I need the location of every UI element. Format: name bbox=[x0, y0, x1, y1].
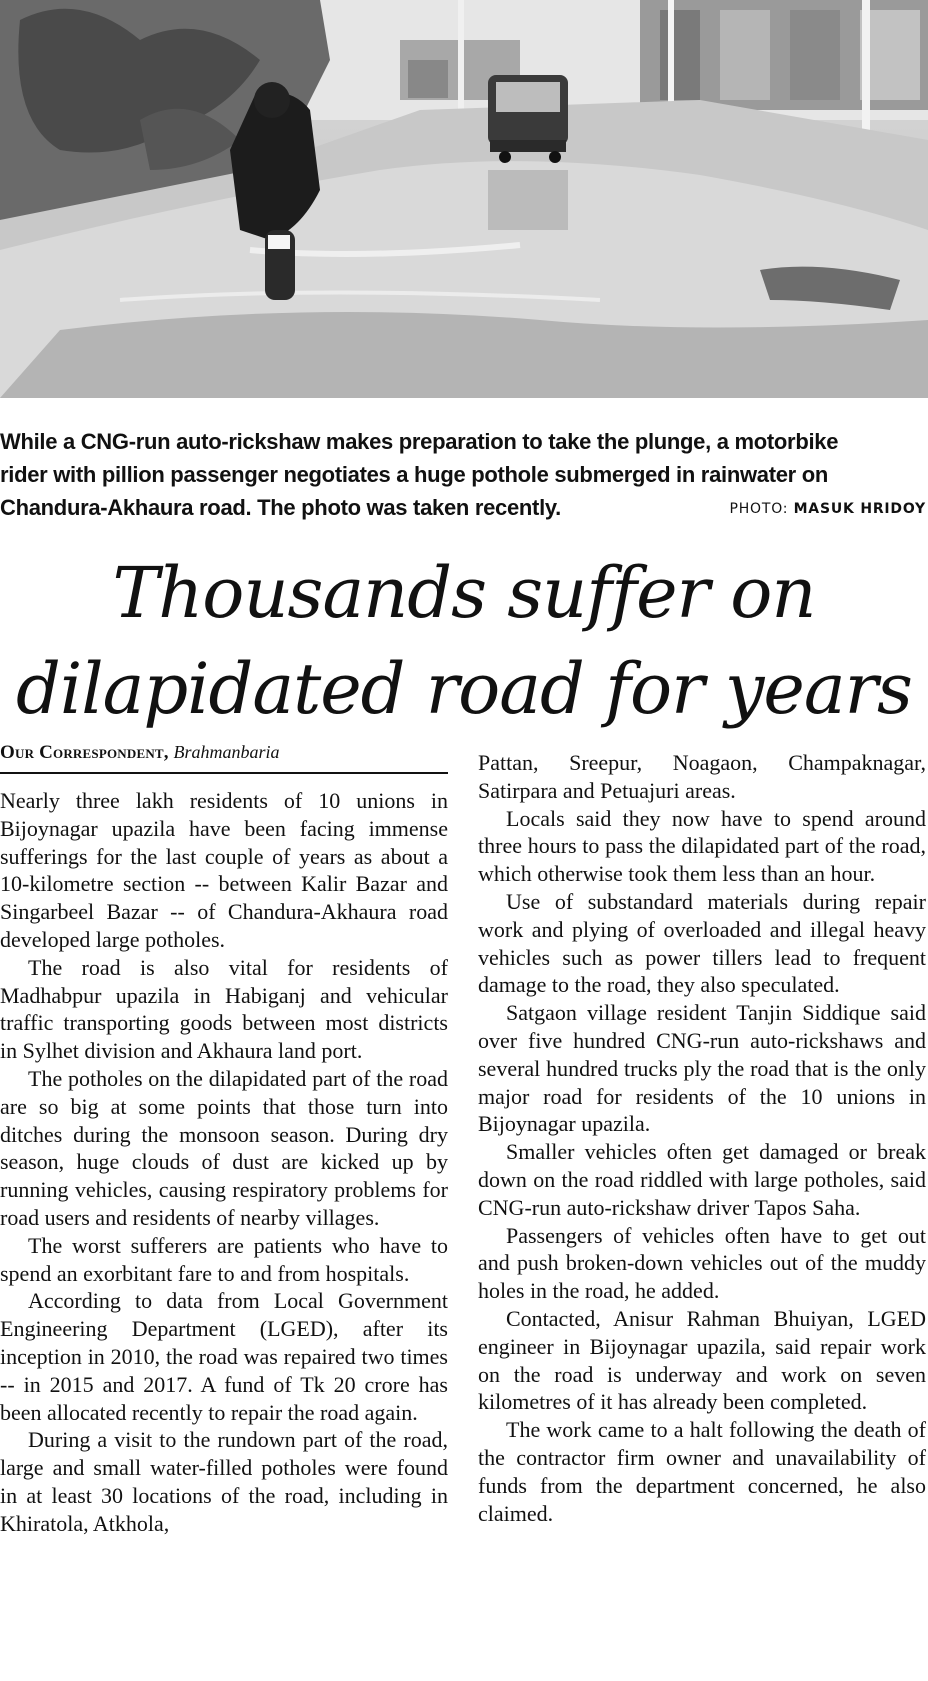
article-paragraph: Satgaon village resident Tanjin Siddique said over five hundred CNG-run auto-rickshaws and several hundred trucks ply the road that is the only major road for residents of the 10 unions in Bijoynagar upazila. bbox=[478, 1000, 926, 1137]
article-paragraph: Pattan, Sreepur, Noagaon, Champaknagar, Satirpara and Petuajuri areas. bbox=[478, 750, 926, 803]
article-column-right bbox=[478, 749, 926, 1527]
headline-line-1: Thousands suffer on bbox=[112, 552, 816, 634]
photo-credit bbox=[729, 501, 926, 517]
article-paragraph: According to data from Local Government Engineering Department (LGED), after its inception in 2010, the road was repaired two times -- in 2015 and 2017. A fund of Tk 20 crore has been allocated recently to repair the road again. bbox=[0, 1288, 448, 1425]
article-paragraph: Locals said they now have to spend around three hours to pass the dilapidated part of the road, which otherwise took them less than an hour. bbox=[478, 805, 926, 887]
photo-illustration bbox=[0, 0, 928, 398]
article-column-left bbox=[0, 787, 448, 1538]
article-paragraph: The work came to a halt following the death of the contractor firm owner and unavailability of funds from the department concerned, he also claimed. bbox=[478, 1417, 926, 1526]
article-paragraph: Nearly three lakh residents of 10 unions in Bijoynagar upazila have been facing immense sufferings for the last couple of years as about a 10-kilometre section -- between Kalir Bazar and Singarbeel Bazar -- of Chandura-Akhaura road developed large potholes. bbox=[0, 788, 448, 952]
news-photo bbox=[0, 0, 928, 398]
headline-line-2: dilapidated road for years bbox=[16, 648, 912, 730]
article-paragraph: Use of substandard materials during repair work and plying of overloaded and illegal heavy vehicles such as power tillers lead to frequent damage to the road, they also speculated. bbox=[478, 888, 926, 998]
article-paragraph: Passengers of vehicles often have to get out and push broken-down vehicles out of the muddy holes in the road, he added. bbox=[478, 1222, 926, 1304]
article-paragraph: During a visit to the rundown part of the road, large and small water-filled potholes were found in at least 30 locations of the road, including in Khiratola, Atkhola, bbox=[0, 1427, 448, 1536]
caption-line-3: Chandura-Akhaura road. The photo was taken recently. bbox=[0, 495, 561, 520]
article-paragraph: Smaller vehicles often get damaged or break down on the road riddled with large potholes, said CNG-run auto-rickshaw driver Tapos Saha. bbox=[478, 1139, 926, 1220]
photo-credit-name: MASUK HRIDOY bbox=[793, 501, 926, 517]
headline bbox=[0, 545, 928, 737]
photo-credit-prefix: PHOTO: bbox=[729, 501, 789, 517]
article-paragraph: The potholes on the dilapidated part of the road are so big at some points that those turn into ditches during the monsoon season. During dry season, huge clouds of dust are kicked up by running vehicles, causing respiratory problems for road users and residents of nearby villages. bbox=[0, 1065, 448, 1230]
byline-author: Our Correspondent, bbox=[0, 742, 169, 763]
article-paragraph: The worst sufferers are patients who have to spend an exorbitant fare to and from hospitals. bbox=[0, 1232, 448, 1286]
article-paragraph: The road is also vital for residents of Madhabpur upazila in Habiganj and vehicular traffic transporting goods between most districts in Sylhet division and Akhaura land port. bbox=[0, 954, 448, 1064]
article-paragraph: Contacted, Anisur Rahman Bhuiyan, LGED engineer in Bijoynagar upazila, said repair work on the road is underway and work on seven kilometres of it has already been completed. bbox=[478, 1305, 926, 1415]
byline-location: Brahmanbaria bbox=[173, 742, 280, 762]
caption-line-1: While a CNG-run auto-rickshaw makes preparation to take the plunge, a motorbike bbox=[0, 429, 839, 454]
caption-line-2: rider with pillion passenger negotiates a huge pothole submerged in rainwater on bbox=[0, 462, 829, 487]
byline bbox=[0, 742, 448, 774]
